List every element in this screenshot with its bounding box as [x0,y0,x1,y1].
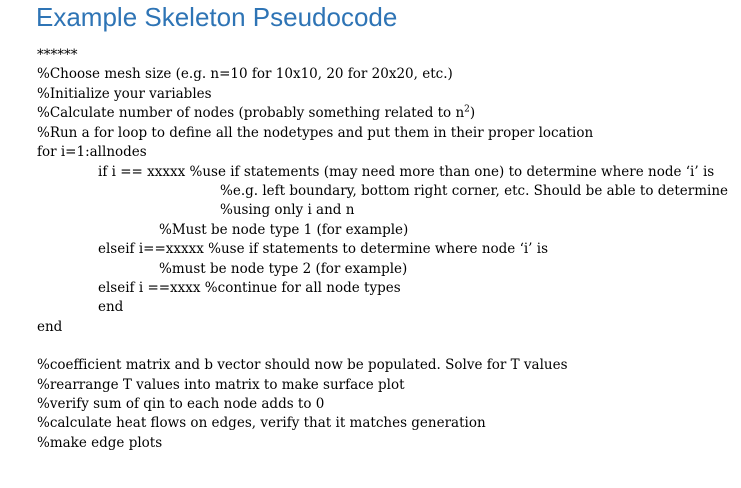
comment-for-loop: %Run a for loop to define all the nodetypes and put them in their proper location [37,125,594,141]
for-statement: for i=1:allnodes [37,144,147,160]
comment-calc-nodes-text: %Calculate number of nodes (probably something related to n [37,105,465,121]
comment-example-boundary: %e.g. left boundary, bottom right corner, etc. Should be able to determine [220,183,729,199]
comment-verify-qin: %verify sum of qin to each node adds to 0 [37,396,325,412]
page-title: Example Skeleton Pseudocode [36,2,398,32]
if-statement: if i == xxxxx %use if statements (may need more than one) to determine where node ‘i’ is [98,164,715,180]
outer-end: end [37,319,63,335]
separator: ****** [37,47,78,63]
comment-coefficient-matrix: %coefficient matrix and b vector should now be populated. Solve for T values [37,357,568,373]
comment-calc-nodes [37,104,475,122]
comment-edge-plots: %make edge plots [37,435,163,451]
comment-calc-nodes-close: ) [469,105,476,121]
comment-heat-flows: %calculate heat flows on edges, verify that it matches generation [37,415,486,431]
elseif-statement-1: elseif i==xxxxx %use if statements to determine where node ‘i’ is [98,241,549,257]
superscript-two: 2 [464,104,470,115]
comment-using-i-n: %using only i and n [220,202,355,218]
comment-rearrange: %rearrange T values into matrix to make surface plot [37,377,405,393]
comment-node-type-2: %must be node type 2 (for example) [159,261,408,277]
comment-node-type-1: %Must be node type 1 (for example) [159,222,409,238]
comment-mesh-size: %Choose mesh size (e.g. n=10 for 10x10, 20 for 20x20, etc.) [37,66,453,82]
inner-end: end [98,299,124,315]
elseif-statement-2: elseif i ==xxxx %continue for all node types [98,280,401,296]
comment-initialize: %Initialize your variables [37,86,212,102]
